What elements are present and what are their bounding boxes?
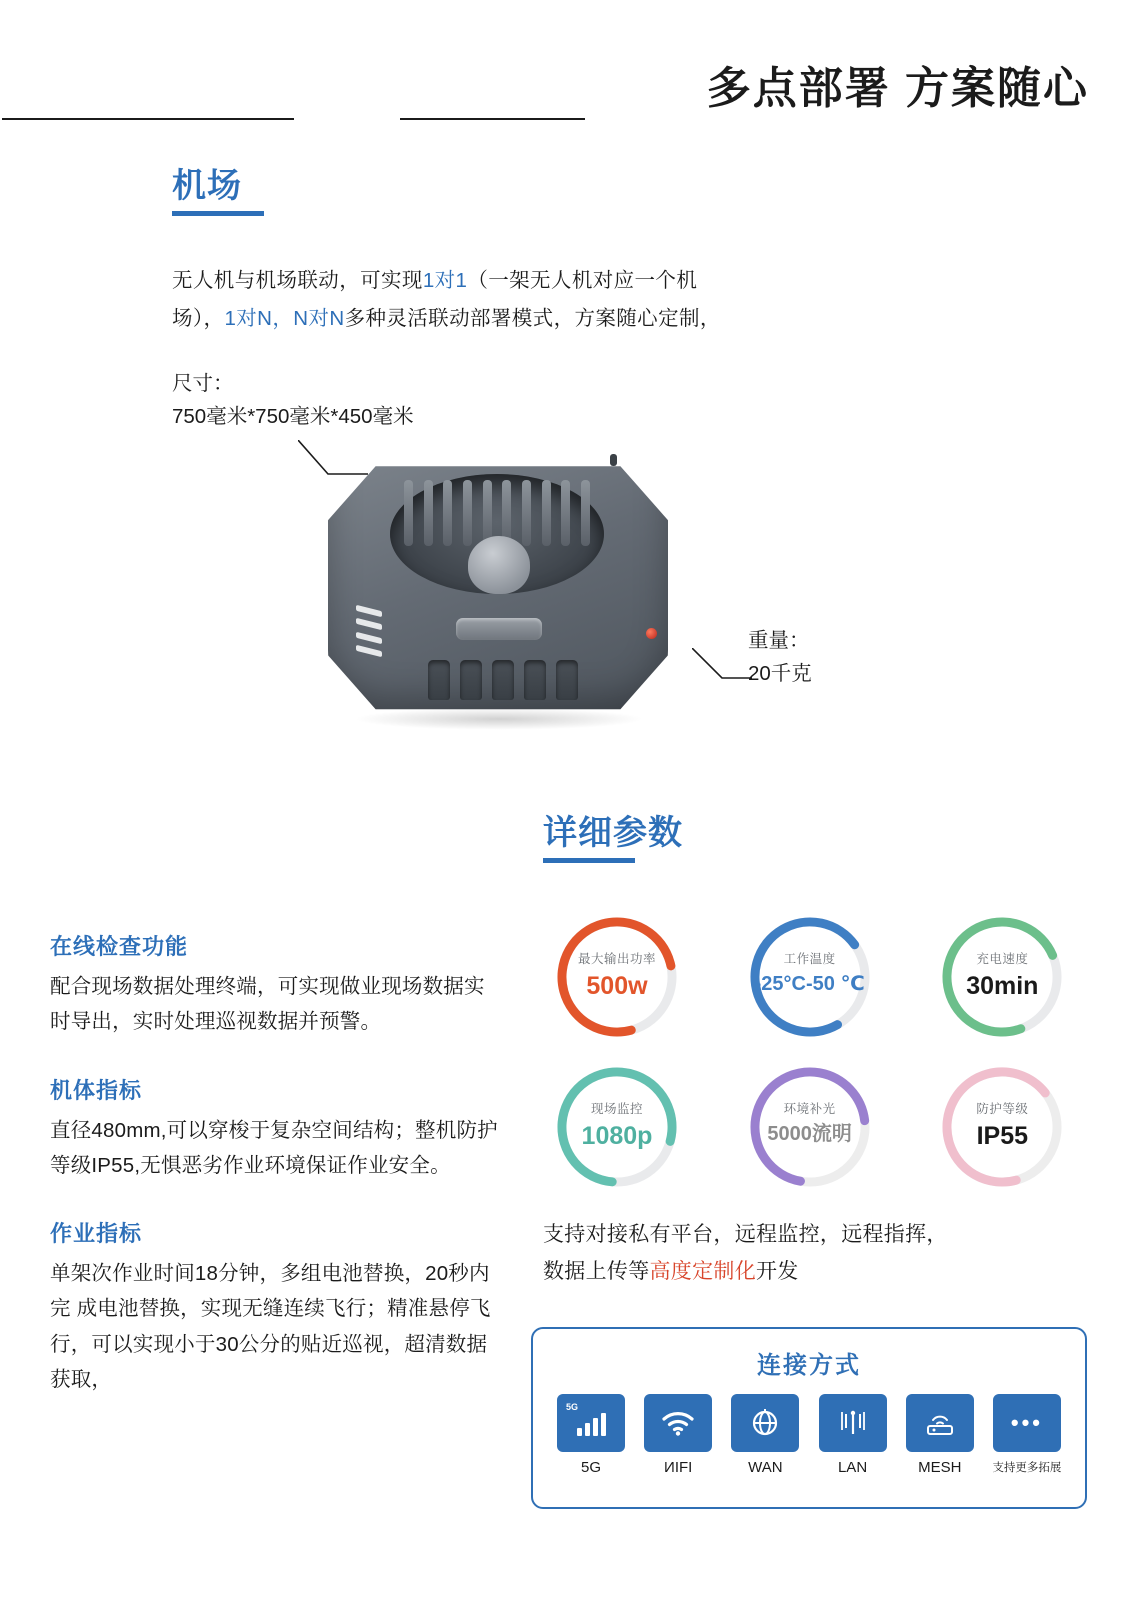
connection-caption: 支持更多拓展 — [992, 1462, 1062, 1474]
weight-callout — [748, 625, 812, 691]
param-ring-live-monitoring — [543, 1063, 691, 1191]
dock-side-slots — [356, 605, 382, 657]
connection-item-wan[interactable] — [725, 1394, 805, 1476]
feature-title: 在线检查功能 — [50, 934, 189, 959]
connection-item-5g[interactable] — [551, 1394, 631, 1476]
airport-section — [172, 158, 872, 338]
param-ring-ambient-light — [736, 1063, 884, 1191]
connection-caption: WAN — [748, 1459, 783, 1476]
header-rule-left — [2, 118, 294, 120]
param-ring-protection-rating — [928, 1063, 1076, 1191]
feature-operation-specs — [50, 1217, 502, 1397]
param-ring-charging-speed — [928, 913, 1076, 1041]
page-header — [0, 0, 1131, 130]
param-value: IP55 — [976, 1122, 1029, 1150]
connection-caption: 5G — [580, 1459, 601, 1476]
parameter-rings — [543, 913, 1103, 1191]
dock-shadow — [354, 708, 644, 730]
globe-network-icon — [731, 1394, 799, 1452]
feature-body: 单架次作业时间18分钟，多组电池替换，20秒内完 成电池替换，实现无缝连续飞行；精准悬停飞行，可以实现小于30公分的贴近巡视，超清数据获取， — [50, 1262, 491, 1391]
dock-status-led — [646, 628, 657, 639]
features-column — [50, 930, 502, 1431]
airport-desc-part-4: 多种灵活联动部署模式，方案随心定制， — [344, 306, 721, 330]
feature-body: 直径480mm,可以穿梭于复杂空间结构；整机防护等级IP55,无惧恶劣作业环境保证作业安全。 — [50, 1118, 498, 1177]
param-label: 现场监控 — [590, 1102, 643, 1116]
weight-label: 重量： — [748, 629, 810, 652]
note-highlight: 高度定制化 — [649, 1259, 756, 1283]
feature-online-inspection — [50, 930, 502, 1040]
feature-body: 配合现场数据处理终端，可实现做业现场数据实时导出，实时处理巡视数据并预警。 — [50, 975, 485, 1034]
connection-caption: ИIFI — [664, 1459, 693, 1476]
param-value: 1080p — [581, 1122, 653, 1150]
weight-value: 20千克 — [748, 661, 812, 685]
dimension-label: 尺寸： — [172, 372, 234, 395]
connection-caption: LAN — [837, 1459, 868, 1476]
note-line-2-part-1: 数据上传等 — [543, 1259, 650, 1283]
param-ring-max-output-power — [543, 913, 691, 1041]
feature-title: 机体指标 — [50, 1077, 143, 1103]
parameters-note — [543, 1217, 1103, 1291]
airport-heading: 机场 — [172, 158, 872, 216]
airport-description — [172, 262, 832, 338]
connection-title: 连接方式 — [757, 1352, 861, 1379]
param-value: 500w — [586, 972, 648, 1000]
param-value: 30min — [966, 972, 1039, 1000]
param-value: 5000流明 — [767, 1123, 852, 1145]
param-label: 防护等级 — [976, 1102, 1029, 1116]
param-label: 工作温度 — [783, 952, 836, 966]
parameters-section — [543, 805, 1103, 1291]
connection-item-mesh[interactable] — [900, 1394, 980, 1476]
airport-desc-highlight-3: N对N — [293, 306, 345, 330]
feature-airframe-specs — [50, 1074, 502, 1184]
parameters-heading: 详细参数 — [543, 805, 1103, 863]
drone-dock-image — [318, 440, 678, 740]
page-title: 多点部署 方案随心 — [706, 64, 1089, 113]
airport-desc-highlight-1: 1对1 — [422, 269, 468, 292]
param-value: -25°C-50 ℃ — [754, 973, 865, 995]
dock-center-cone — [468, 536, 530, 594]
airport-desc-part-3: 场）， — [172, 306, 225, 330]
airport-desc-highlight-2: 1对N， — [224, 306, 294, 330]
dock-handle — [456, 618, 542, 640]
connection-methods-panel — [531, 1327, 1087, 1509]
wifi-icon — [644, 1394, 712, 1452]
ellipsis-icon: ••• — [993, 1394, 1061, 1452]
airport-desc-part-2: （一架无人机对应一个机 — [467, 269, 698, 292]
param-ring-working-temperature — [736, 913, 884, 1041]
param-label: 最大输出功率 — [577, 952, 656, 966]
antenna-icon — [819, 1394, 887, 1452]
dock-antenna — [610, 454, 617, 466]
router-icon — [906, 1394, 974, 1452]
dimension-value: 750毫米*750毫米*450毫米 — [172, 404, 414, 428]
header-rule-middle — [400, 118, 585, 120]
connection-items — [533, 1394, 1085, 1476]
note-line-1: 支持对接私有平台，远程监控，远程指挥， — [543, 1223, 948, 1246]
feature-title: 作业指标 — [50, 1221, 143, 1246]
param-label: 充电速度 — [976, 952, 1029, 966]
weight-leader-line — [692, 648, 752, 682]
airport-desc-part-1: 无人机与机场联动，可实现 — [172, 269, 423, 292]
signal-bars-5g-icon: 5G — [557, 1394, 625, 1452]
note-line-2-part-2: 开发 — [756, 1259, 799, 1283]
connection-item-lan[interactable] — [813, 1394, 893, 1476]
dimension-callout — [172, 368, 414, 434]
connection-item-more[interactable] — [987, 1394, 1067, 1476]
connection-item-wifi[interactable] — [638, 1394, 718, 1476]
connection-caption: MESH — [918, 1459, 962, 1476]
param-label: 环境补光 — [783, 1102, 836, 1116]
dock-vents — [428, 660, 578, 700]
